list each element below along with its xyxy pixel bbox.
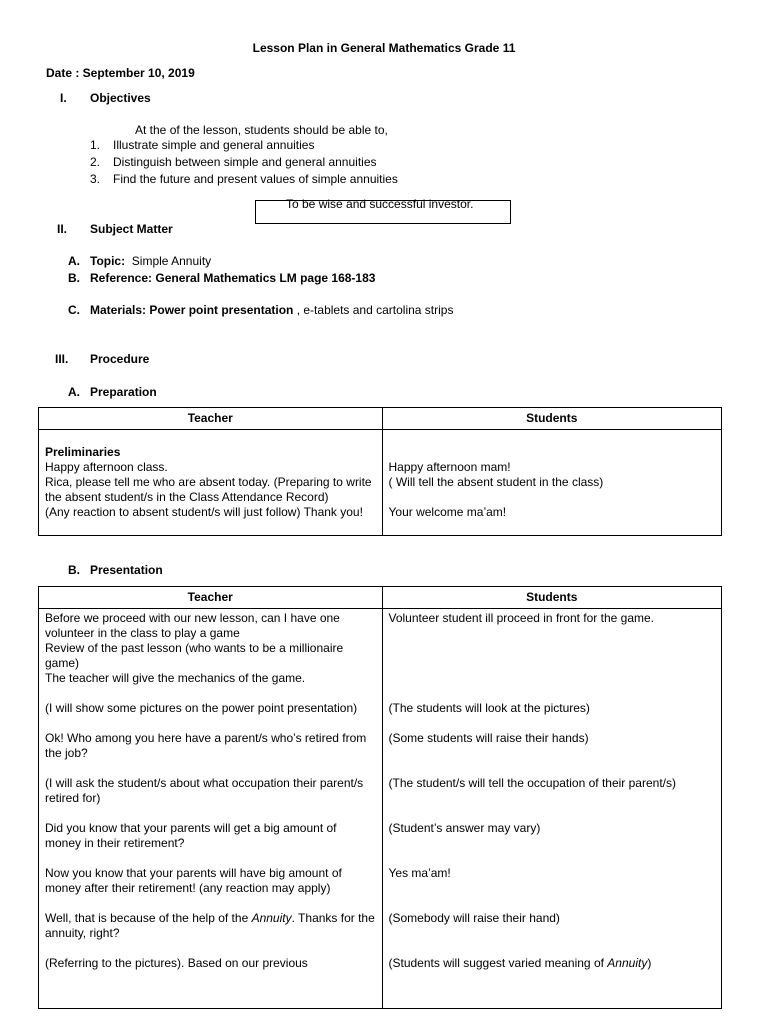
- topic-letter: A.: [68, 254, 80, 268]
- teacher-line: Review of the past lesson (who wants to be a millionaire game): [45, 641, 344, 670]
- section-heading-procedure: Procedure: [90, 352, 150, 366]
- teacher-line: Did you know that your parents will get a big amount of money in their retirement?: [45, 821, 337, 850]
- preparation-letter: A.: [68, 385, 80, 399]
- student-line: (Some students will raise their hands): [388, 731, 589, 745]
- materials-value: , e-tablets and cartolina strips: [296, 303, 454, 317]
- student-line: (The students will look at the pictures): [388, 701, 590, 715]
- objective-item: Find the future and present values of simple annuities: [113, 172, 398, 186]
- teacher-line: Before we proceed with our new lesson, can I have one volunteer in the class to play a game: [45, 611, 340, 640]
- preparation-heading: Preparation: [90, 385, 157, 399]
- topic-value: Simple Annuity: [131, 254, 212, 268]
- section-number-objectives: I.: [60, 91, 67, 105]
- objective-number: 1.: [90, 138, 101, 152]
- teacher-line: (I will ask the student/s about what occupation their parent/s retired for): [45, 776, 364, 805]
- teacher-line: (Referring to the pictures). Based on our previous: [45, 956, 308, 970]
- objective-item: Distinguish between simple and general annuities: [113, 155, 377, 169]
- student-line: (The student/s will tell the occupation of their parent/s): [388, 776, 676, 790]
- student-line: Yes ma’am!: [388, 866, 451, 880]
- teacher-line: Happy afternoon class.: [45, 460, 168, 474]
- student-line: [389, 956, 716, 971]
- section-heading-subject-matter: Subject Matter: [90, 222, 173, 236]
- topic-line: [90, 254, 211, 268]
- teacher-line: (Any reaction to absent student/s will just follow) Thank you!: [45, 505, 363, 519]
- student-line: Your welcome ma’am!: [388, 505, 507, 519]
- lesson-date: Date : September 10, 2019: [46, 66, 195, 80]
- materials-label: Materials: Power point presentation: [90, 303, 294, 317]
- teacher-cell: [39, 430, 383, 536]
- column-header-students: Students: [382, 408, 721, 430]
- column-header-students: Students: [382, 587, 722, 609]
- objectives-intro: At the of the lesson, students should be able to,: [135, 123, 388, 137]
- student-line: ( Will tell the absent student in the class): [388, 475, 604, 489]
- annuity-text-before: Well, that is because of the help of the: [45, 911, 252, 925]
- value-statement-box: [255, 197, 511, 224]
- document-title: Lesson Plan in General Mathematics Grade 11: [252, 41, 516, 55]
- students-cell: [382, 430, 721, 536]
- student-line: Happy afternoon mam!: [388, 460, 511, 474]
- teacher-line: The teacher will give the mechanics of the game.: [45, 671, 306, 685]
- preliminaries-heading: Preliminaries: [45, 445, 121, 459]
- annuity-term: Annuity: [251, 911, 292, 925]
- presentation-letter: B.: [68, 563, 80, 577]
- teacher-line: [45, 911, 376, 941]
- reference-letter: B.: [68, 271, 80, 285]
- student-line: (Somebody will raise their hand): [388, 911, 560, 925]
- materials-letter: C.: [68, 303, 80, 317]
- teacher-cell: [39, 609, 383, 1009]
- preparation-table: [38, 407, 722, 536]
- student-line: (Student’s answer may vary): [388, 821, 541, 835]
- annuity-term: Annuity: [607, 956, 648, 970]
- section-heading-objectives: Objectives: [90, 91, 151, 105]
- student-text-after: ): [647, 956, 652, 970]
- reference-line: Reference: General Mathematics LM page 168-183: [90, 271, 376, 285]
- teacher-line: Now you know that your parents will have big amount of money after their retirement! (any reaction may apply): [45, 866, 342, 895]
- value-statement: To be wise and successful investor.: [286, 197, 474, 211]
- presentation-table: [38, 586, 722, 1009]
- student-line: Volunteer student ill proceed in front for the game.: [388, 611, 654, 625]
- column-header-teacher: Teacher: [39, 587, 383, 609]
- teacher-line: (I will show some pictures on the power point presentation): [45, 701, 358, 715]
- objective-number: 2.: [90, 155, 101, 169]
- presentation-heading: Presentation: [90, 563, 163, 577]
- objective-number: 3.: [90, 172, 101, 186]
- column-header-teacher: Teacher: [39, 408, 383, 430]
- teacher-line: Rica, please tell me who are absent today. (Preparing to write the absent student/s in the Class Attendance Record): [45, 475, 372, 504]
- students-cell: [382, 609, 722, 1009]
- student-text-before: (Students will suggest varied meaning of: [388, 956, 608, 970]
- section-number-subject-matter: II.: [57, 222, 68, 236]
- section-number-procedure: III.: [55, 352, 69, 366]
- topic-label: Topic:: [90, 254, 126, 268]
- materials-line: [90, 303, 453, 317]
- annuity-text-after: . Thanks for the annuity, right?: [45, 911, 375, 940]
- teacher-line: Ok! Who among you here have a parent/s who’s retired from the job?: [45, 731, 367, 760]
- objective-item: Illustrate simple and general annuities: [113, 138, 315, 152]
